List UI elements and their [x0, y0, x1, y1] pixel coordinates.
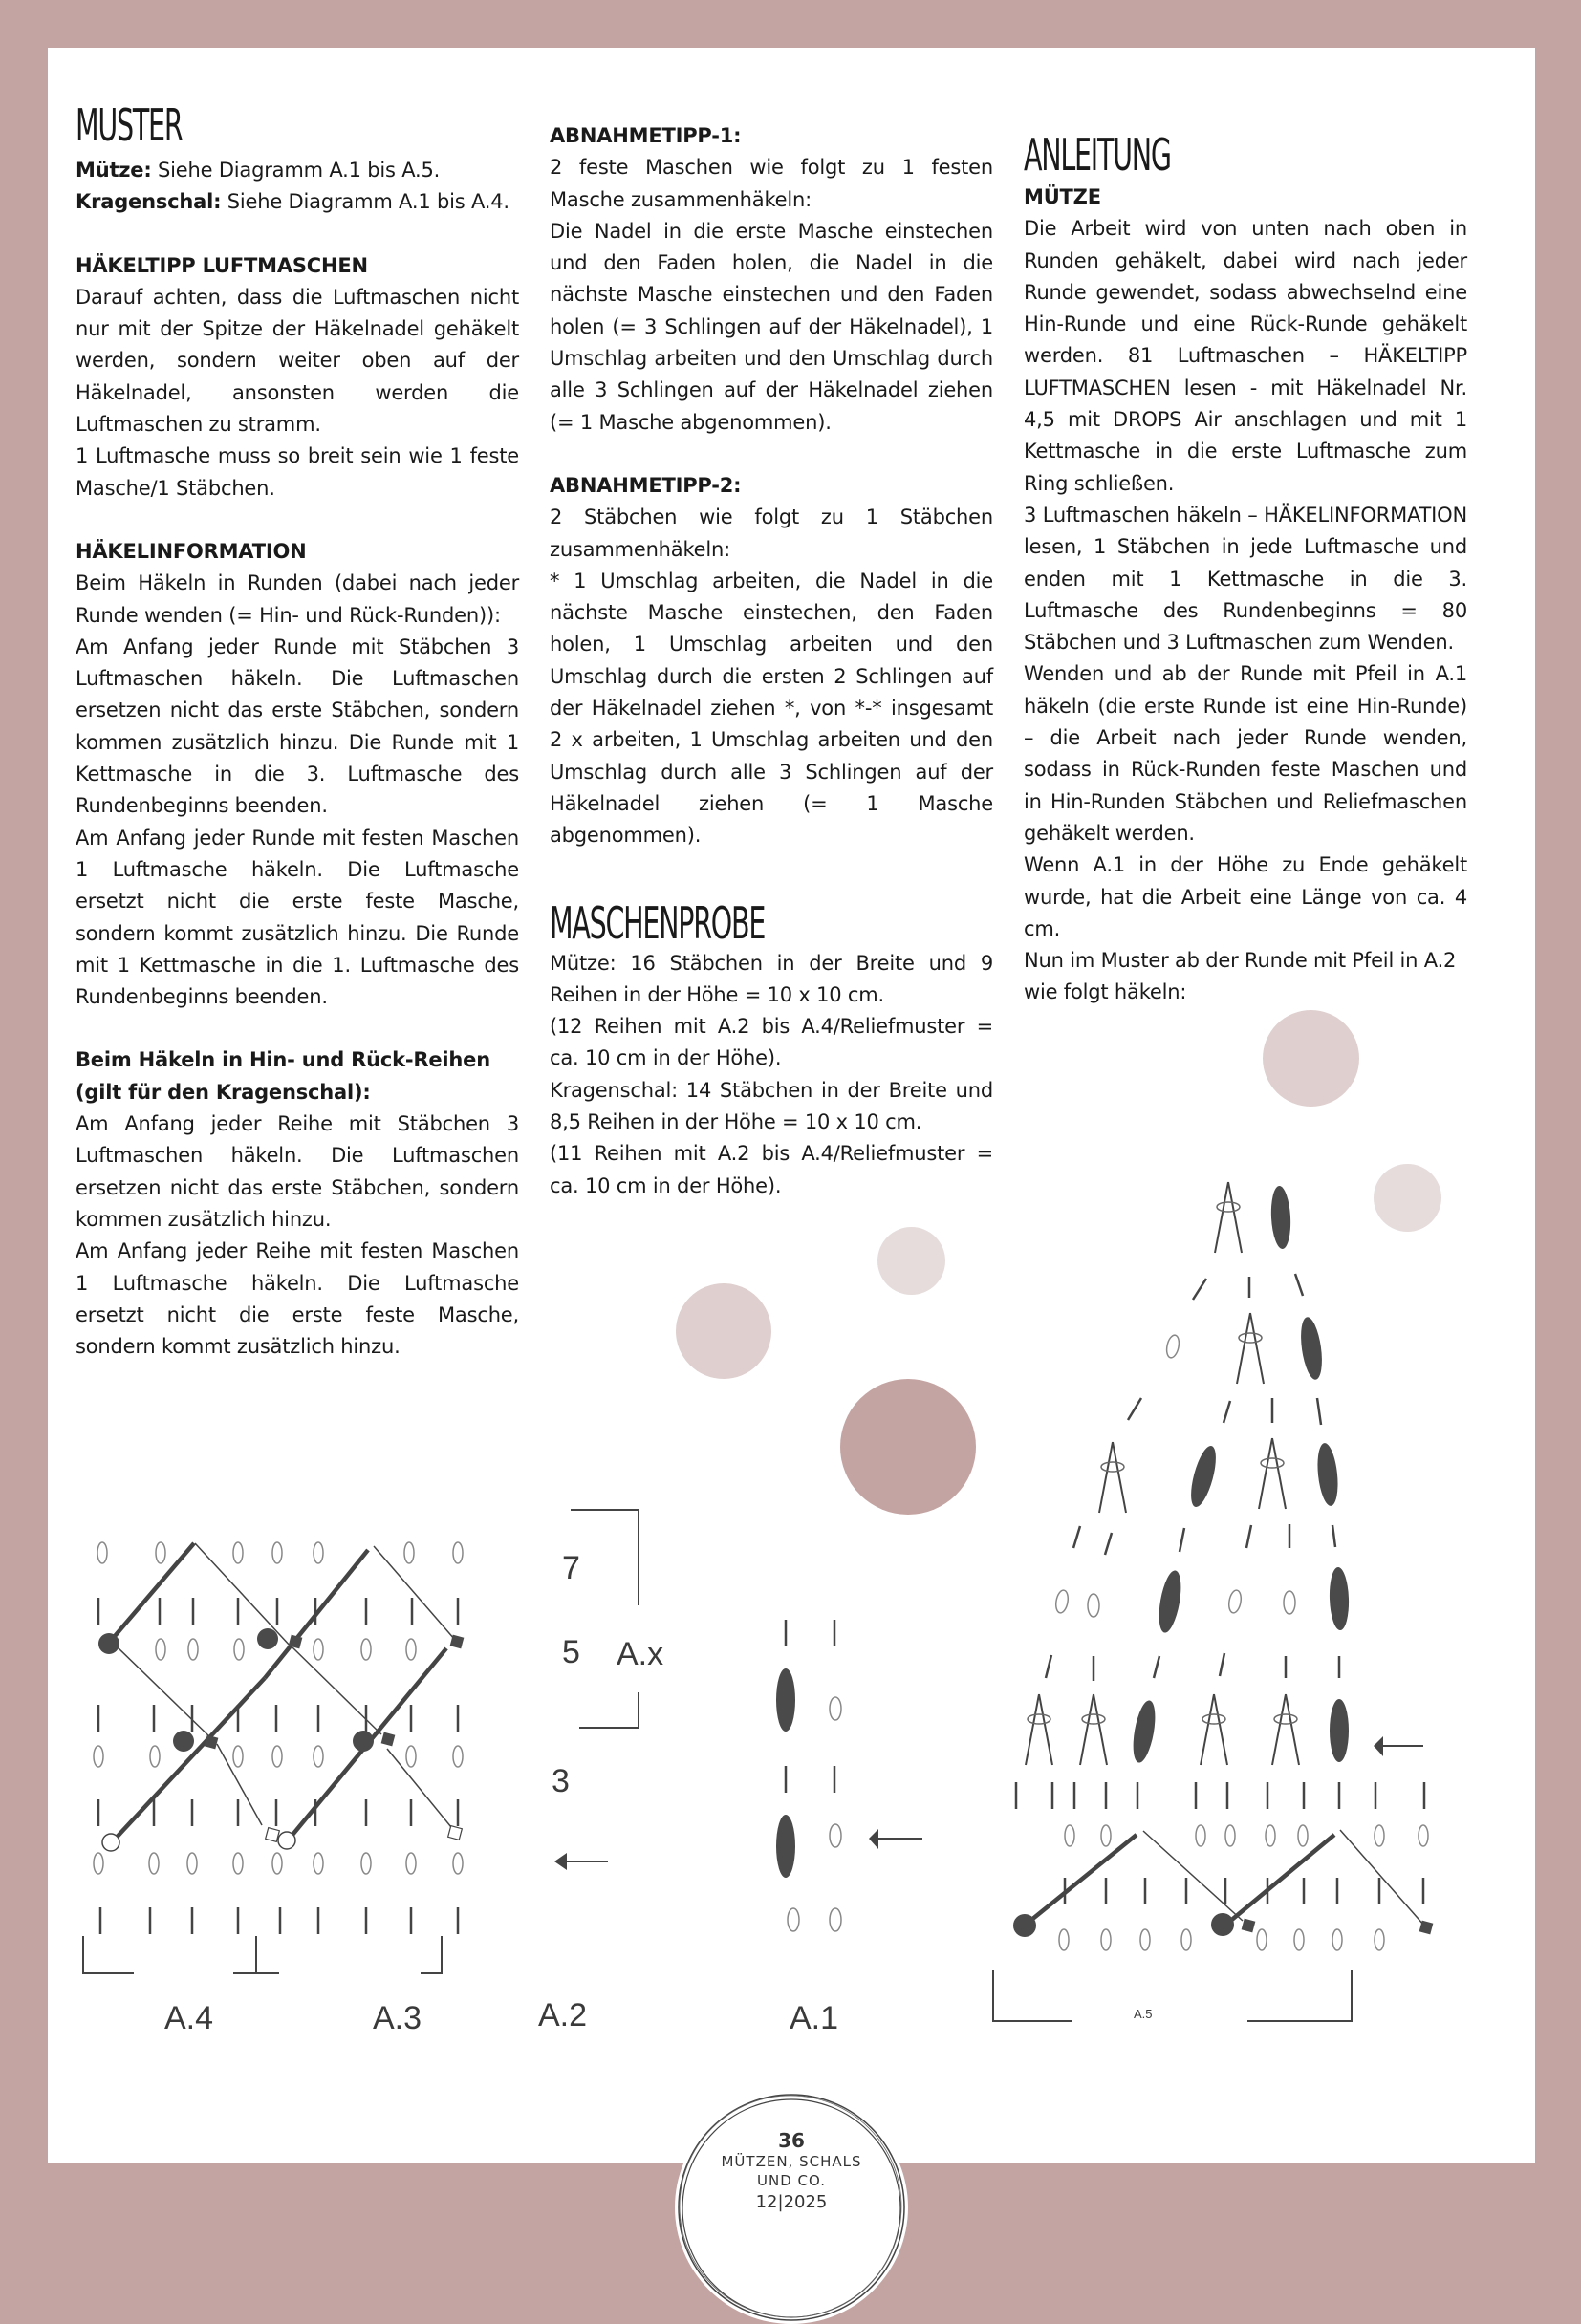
heading-hin-rueck-reihen: Beim Häkeln in Hin- und Rück-Reihen (gilt für den Kragenschal):: [76, 1048, 490, 1104]
anleitung-paragraph-1: Die Arbeit wird von unten nach oben in Runden gehäkelt, dabei wird nach jeder Runde gewendet, sodass abwechselnd eine Hin-Runde und eine Rück-Runde gehäkelt werden. 81 Luftmaschen – HÄKELTIPP LUFTMASCHEN lesen - mit Häkelnadel Nr. 4,5 mit DROPS Air anschlagen und mit 1 Kettmasche in die erste Luftmasche zum Ring schließen.: [1024, 217, 1467, 495]
maschenprobe-paragraph-3: Kragenschal: 14 Stäbchen in der Breite und 8,5 Reihen in der Höhe = 10 x 10 cm.: [550, 1078, 993, 1134]
section-label-a4: A.4: [164, 2000, 214, 2036]
heading-maschenprobe: MASCHENPROBE: [550, 896, 766, 949]
chain-row: [94, 1853, 463, 1874]
diagram-label-a1: A.1: [790, 2000, 839, 2036]
treble-row: [100, 1907, 458, 1934]
muetze-text: Siehe Diagramm A.1 bis A.5.: [151, 159, 441, 182]
muetze-label: Mütze:: [76, 159, 152, 182]
info-paragraph-1: Beim Häkeln in Runden (dabei nach jeder Runde wenden (= Hin- und Rück-Runden)):: [76, 571, 519, 627]
magazine-title-line-2: UND CO.: [757, 2172, 826, 2189]
anleitung-paragraph-5: Nun im Muster ab der Runde mit Pfeil in A.2 wie folgt häkeln:: [1024, 949, 1457, 1004]
anleitung-paragraph-3: Wenden und ab der Runde mit Pfeil in A.1 häkeln (die erste Runde ist eine Hin-Runde) – die Arbeit nach jeder Runde wenden, sodass in Rück-Runden feste Maschen und in Hin-Runden Stäbchen und Reliefmaschen gehäkelt werden.: [1024, 662, 1467, 845]
kragenschal-text: Siehe Diagramm A.1 bis A.4.: [221, 190, 509, 214]
abnahme2-paragraph-1: 2 Stäbchen wie folgt zu 1 Stäbchen zusammenhäkeln:: [550, 506, 993, 561]
maschenprobe-paragraph-4: (11 Reihen mit A.2 bis A.4/Reliefmuster = ca. 10 cm in der Höhe).: [550, 1142, 993, 1197]
repeat-label: A.x: [617, 1636, 664, 1672]
heading-muetze: MÜTZE: [1024, 185, 1101, 208]
issue-date: 12|2025: [755, 2192, 828, 2212]
cable-lines: [110, 1543, 455, 1842]
treble-row: [98, 1705, 458, 1732]
treble-row: [98, 1598, 458, 1625]
chain-row: [97, 1542, 463, 1563]
kragenschal-label: Kragenschal:: [76, 190, 222, 214]
reihen-paragraph-1: Am Anfang jeder Reihe mit Stäbchen 3 Luftmaschen häkeln. Die Luftmaschen ersetzen nicht das erste Stäbchen, sondern kommen zusätzlich hinzu.: [76, 1112, 519, 1231]
abnahme2-paragraph-2: * 1 Umschlag arbeiten, die Nadel in die nächste Masche einstechen, den Faden holen, 1 Umschlag arbeiten und den Umschlag durch die ersten 2 Schlingen auf der Häkelnadel ziehen *, von *-* insgesamt 2 x arbeiten, 1 Umschlag arbeiten und den Umschlag durch alle 3 Schlingen auf der Häkelnadel ziehen (= 1 Masche abgenommen).: [550, 569, 993, 848]
repeat-bracket: [571, 1510, 639, 1728]
heading-haekeltipp-luftmaschen: HÄKELTIPP LUFTMASCHEN: [76, 253, 368, 277]
reihen-paragraph-2: Am Anfang jeder Reihe mit festen Maschen 1 Luftmasche häkeln. Die Luftmasche ersetzt nicht die erste feste Masche, sondern kommt zusätzlich hinzu.: [76, 1239, 519, 1359]
page-footer: [675, 2129, 908, 2215]
row-label-3: 3: [552, 1763, 570, 1799]
section-label-a2: A.2: [538, 1997, 588, 2034]
heading-abnahmetipp-1: ABNAHMETIPP-1:: [550, 124, 742, 147]
start-arrow-icon: [869, 1829, 922, 1849]
section-brackets: [83, 1936, 442, 1973]
magazine-title-line-1: MÜTZEN, SCHALS: [721, 2153, 862, 2170]
start-arrow-icon: [554, 1853, 608, 1870]
anleitung-paragraph-2: 3 Luftmaschen häkeln – HÄKELINFORMATION lesen, 1 Stäbchen in jede Luftmasche und enden mit 1 Kettmasche in die 3. Luftmasche des Rundenbeginns = 80 Stäbchen und 3 Luftmaschen zum Wenden.: [1024, 503, 1467, 655]
row-label-5: 5: [562, 1634, 580, 1670]
diagram-a1: [776, 1620, 922, 1931]
info-paragraph-2: Am Anfang jeder Runde mit Stäbchen 3 Luftmaschen häkeln. Die Luftmaschen ersetzen nicht das erste Stäbchen, sondern kommen zusätzlich hinzu. Die Runde mit 1 Kettmasche in die 3. Luftmasche des Rundenbeginns beenden.: [76, 635, 519, 818]
diagram-a5: [993, 1182, 1433, 2021]
section-label-a3: A.3: [373, 2000, 422, 2036]
abnahme1-paragraph-2: Die Nadel in die erste Masche einstechen und den Faden holen, die Nadel in die nächste Masche einstechen und den Faden holen (= 3 Schlingen auf der Häkelnadel), 1 Umschlag arbeiten und den Umschlag durch alle 3 Schlingen auf der Häkelnadel ziehen (= 1 Masche abgenommen).: [550, 219, 993, 434]
page-number: 36: [778, 2129, 805, 2152]
chain-row: [94, 1746, 463, 1767]
start-arrow-icon: [1374, 1736, 1423, 1756]
heading-haekelinformation: HÄKELINFORMATION: [76, 539, 307, 563]
diagram-label-a5: A.5: [1134, 2007, 1153, 2021]
row-label-7: 7: [562, 1550, 580, 1586]
luftmaschen-paragraph-2: 1 Luftmasche muss so breit sein wie 1 feste Masche/1 Stäbchen.: [76, 444, 519, 500]
luftmaschen-paragraph-1: Darauf achten, dass die Luftmaschen nicht nur mit der Spitze der Häkelnadel gehäkelt werden, sondern weiter oben auf der Häkelnadel, ansonsten werden die Luftmaschen zu stramm.: [76, 285, 519, 437]
diagram-a2-a4: [83, 1510, 639, 1973]
maschenprobe-paragraph-2: (12 Reihen mit A.2 bis A.4/Reliefmuster = ca. 10 cm in der Höhe).: [550, 1015, 993, 1070]
maschenprobe-paragraph-1: Mütze: 16 Stäbchen in der Breite und 9 Reihen in der Höhe = 10 x 10 cm.: [550, 951, 993, 1006]
heading-muster: MUSTER: [76, 99, 183, 151]
abnahme1-paragraph-1: 2 feste Maschen wie folgt zu 1 festen Masche zusammenhäkeln:: [550, 156, 993, 211]
treble-row: [98, 1799, 458, 1826]
anleitung-paragraph-4: Wenn A.1 in der Höhe zu Ende gehäkelt wurde, hat die Arbeit eine Länge von ca. 4 cm.: [1024, 853, 1467, 940]
heading-abnahmetipp-2: ABNAHMETIPP-2:: [550, 473, 742, 497]
info-paragraph-3: Am Anfang jeder Runde mit festen Maschen 1 Luftmasche häkeln. Die Luftmasche ersetzt nicht die erste feste Masche, sondern kommt zusätzlich hinzu. Die Runde mit 1 Kettmasche in die 1. Luftmasche des Rundenbeginns beenden.: [76, 826, 519, 1009]
heading-anleitung: ANLEITUNG: [1024, 129, 1171, 181]
